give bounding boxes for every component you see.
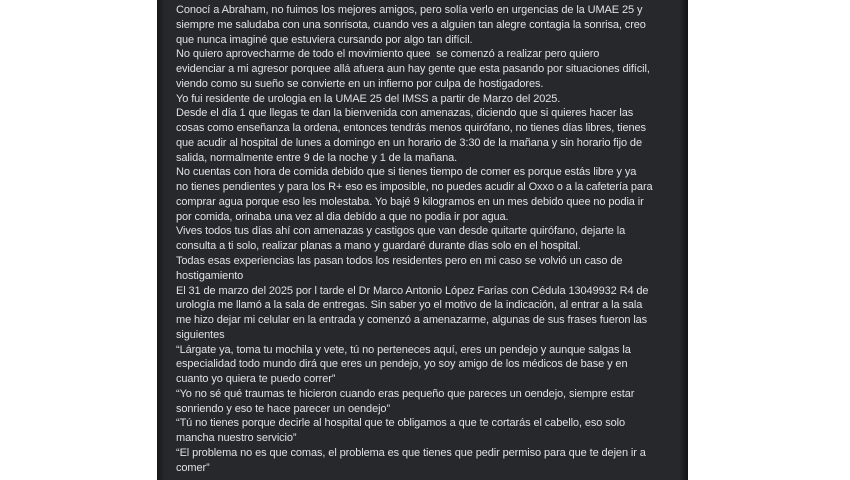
text-line: No quiero aprovecharme de todo el movimiento quee se comenzó a realizar pero quiero (176, 48, 600, 61)
text-line: comprar agua porque eso les molestaba. Yo bajé 9 kilogramos en un mes debido quee no podia ir (176, 195, 644, 208)
text-line: Desde el día 1 que llegas te dan la bienvenida con amenazas, diciendo que si quieres hacer las (176, 107, 634, 120)
text-line: sonriendo y eso te hace parecer un oendejo” (176, 402, 391, 415)
text-line: cuanto yo quiera te puedo correr” (176, 373, 336, 386)
post-screenshot (157, 0, 688, 480)
text-line: hostigamiento (176, 269, 244, 282)
text-line: urología me llamó a la sala de entregas. Sin saber yo el motivo de la indicación, al entrar a la sala (176, 299, 643, 312)
text-line: me hizo dejar mi celular en la entrada y comenzó a amenazarme, algunas de sus frases fueron las (176, 314, 648, 327)
text-line: Todas esas experiencias las pasan todos los residentes pero en mi caso se volvió un caso de (176, 255, 623, 268)
text-line: evidenciar a mi agresor porquee allá afuera aun hay gente que esta pasando por situaciones difícil, (176, 63, 650, 76)
text-line: siempre me saludaba con una sonrisota, cuando ves a alguien tan alegre contagia la sonrisa, creo (176, 18, 646, 31)
text-line: Conocí a Abraham, no fuimos los mejores amigos, pero solía verlo en urgencias de la UMAE 25 y (176, 4, 643, 16)
text-line: por comida, orinaba una vez al dia debído a que no podia ir por agua. (176, 210, 509, 223)
text-line: “Yo no sé qué traumas te hicieron cuando eras pequeño que pareces un oendejo, siempre estar (176, 387, 635, 400)
text-line: que nunca imaginé que estuviera cursando por algo tan difícil. (176, 33, 473, 46)
text-line: no tienes pendientes y para los R+ eso es imposible, no puedes acudir al Oxxo o a la cafetería para (176, 181, 653, 194)
text-line: consulta a ti solo, realizar planas a mano y guardaré durante días solo en el hospital. (176, 240, 581, 253)
text-line: comer” (176, 461, 210, 474)
text-line: “Tú no tienes porque decirle al hospital que te obligamos a que te cortarás el cabello, eso solo (176, 417, 626, 430)
text-line: especialidad todo mundo dirá que eres un pendejo, yo soy amigo de los médicos de base y en (176, 358, 628, 371)
text-line: viendo como su sueño se convierte en un infierno por culpa de hostigadores. (176, 77, 544, 90)
post-text (176, 3, 678, 476)
text-line: “El problema no es que comas, el problema es que tienes que pedir permiso para que te dejen ir a (176, 446, 646, 459)
text-line: salida, normalmente entre 9 de la noche y 1 de la mañana. (176, 151, 458, 164)
text-line: “Lárgate ya, toma tu mochila y vete, tú no perteneces aquí, eres un pendejo y aunque salgas la (176, 343, 631, 356)
text-line: Vives todos tus días ahí con amenazas y castigos que van desde quitarte quirófano, dejarte la (176, 225, 626, 238)
text-line: que acudir al hospital de lunes a domingo en un horario de 3:30 de la mañana y sin horario fijo de (176, 136, 642, 149)
text-line: siguientes (176, 328, 225, 341)
text-line: Yo fui residente de urologia en la UMAE 25 del IMSS a partir de Marzo del 2025. (176, 92, 561, 105)
text-line: mancha nuestro servicio” (176, 432, 297, 445)
text-line: No cuentas con hora de comida debido que si tienes tiempo de comer es porque estás libre y ya (176, 166, 637, 179)
text-line: El 31 de marzo del 2025 por l tarde el Dr Marco Antonio López Farías con Cédula 13049932 R4 de (176, 284, 649, 297)
text-line: cosas como enseñanza la ordena, entonces tendrás menos quirófano, no tienes días libres, tienes (176, 122, 646, 135)
